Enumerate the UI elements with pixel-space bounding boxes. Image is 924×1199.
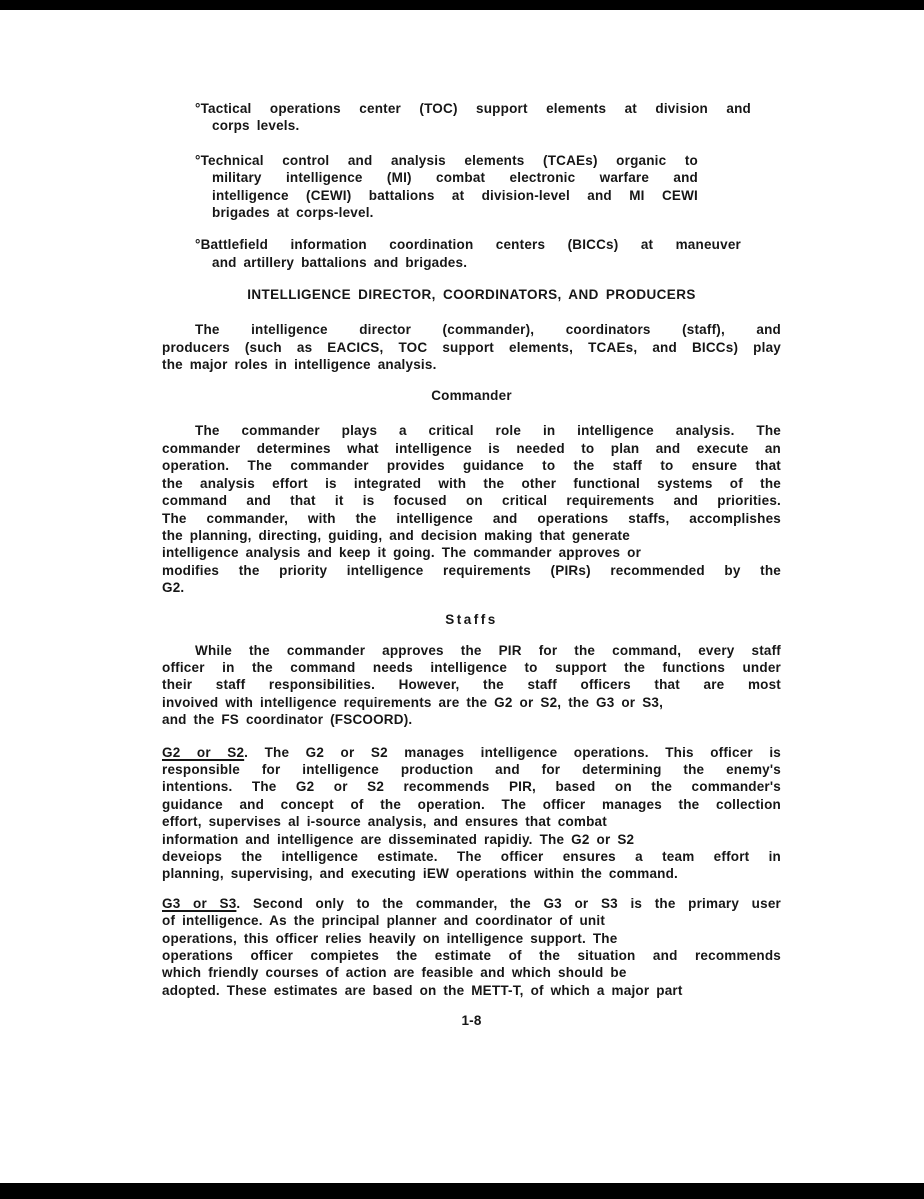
text-line: deveiops the intelligence estimate. The officer ensures a team effort in (162, 849, 781, 864)
bullet-item (195, 152, 698, 222)
intro-paragraph (162, 321, 781, 373)
text-line: The commander plays a critical role in intelligence analysis. The (195, 423, 781, 439)
text-line: G2. (162, 580, 185, 596)
text-line: which friendly courses of action are feasible and which should be (162, 965, 627, 981)
degree-bullet-icon: ° (195, 152, 201, 168)
entry-lead-underlined: G3 or S3 (162, 895, 237, 911)
bullet-text: Battlefield information coordination centers (BICCs) at maneuver (200, 237, 741, 253)
entry-lead-rest: . The G2 or S2 manages intelligence operations. This officer is (244, 744, 781, 760)
section-title-commander: Commander (431, 388, 512, 404)
text-line: planning, supervising, and executing iEW operations within the command. (162, 866, 678, 882)
text-line: modifies the priority intelligence requirements (PIRs) recommended by the (162, 562, 781, 578)
text-line: operations officer compietes the estimate of the situation and recommends (162, 948, 781, 964)
text-line (195, 100, 751, 117)
text-line: adopted. These estimates are based on the METT-T, of which a major part (162, 982, 683, 998)
text-line: the planning, directing, guiding, and decision making that generate (162, 527, 630, 543)
text-line: corps levels. (212, 118, 300, 134)
text-line: responsible for intelligence production and for determining the enemy's (162, 761, 781, 777)
text-line: operation. The commander provides guidance to the staff to ensure that (162, 458, 781, 474)
text-line: military intelligence (MI) combat electronic warfare and (212, 170, 698, 186)
text-line: and the FS coordinator (FSCOORD). (162, 712, 413, 728)
entry-lead-underlined: G2 or S2 (162, 744, 245, 760)
text-line: operations, this officer relies heavily on intelligence support. The (162, 930, 618, 946)
text-line: commander determines what intelligence is needed to plan and execute an (162, 440, 781, 456)
text-line: officer in the command needs intelligence to support the functions under (162, 659, 781, 675)
text-line (195, 152, 698, 169)
entry-g3-or-s3 (162, 895, 781, 999)
commander-paragraph (162, 422, 781, 596)
text-line: The commander, with the intelligence and operations staffs, accomplishes (162, 510, 781, 526)
text-line: intelligence (CEWI) battalions at division-level and MI CEWI (212, 187, 698, 203)
text-line: command and that it is focused on critical requirements and priorities. (162, 493, 781, 509)
section-title-staffs: Staffs (445, 611, 498, 627)
page-number: 1-8 (461, 1013, 482, 1029)
scan-edge-bottom (0, 1183, 924, 1199)
text-line (195, 236, 741, 253)
bullet-text: Tactical operations center (TOC) support elements at division and (200, 101, 751, 116)
bullet-item (195, 100, 751, 135)
degree-bullet-icon: ° (195, 237, 201, 253)
degree-bullet-icon: ° (195, 101, 201, 116)
bullet-item (195, 236, 741, 271)
staffs-paragraph (162, 642, 781, 729)
text-line: information and intelligence are disseminated rapidiy. The G2 or S2 (162, 831, 635, 847)
text-line: their staff responsibilities. However, the staff officers that are most (162, 677, 781, 693)
text-line: intentions. The G2 or S2 recommends PIR, based on the commander's (162, 779, 781, 795)
text-line: and artillery battalions and brigades. (212, 254, 468, 270)
bullet-text: Technical control and analysis elements (TCAEs) organic to (200, 152, 698, 168)
text-line: guidance and concept of the operation. The officer manages the collection (162, 796, 781, 812)
entry-g2-or-s2 (162, 744, 781, 883)
page-content (162, 100, 781, 1030)
text-line: of intelligence. As the principal planner and coordinator of unit (162, 913, 606, 929)
text-line: the analysis effort is integrated with the other functional systems of the (162, 475, 781, 491)
text-line: the major roles in intelligence analysis. (162, 357, 437, 373)
text-line: invoived with intelligence requirements are the G2 or S2, the G3 or S3, (162, 694, 664, 710)
text-line: brigades at corps-level. (212, 205, 374, 221)
main-heading: INTELLIGENCE DIRECTOR, COORDINATORS, AND PRODUCERS (247, 287, 696, 303)
text-line: intelligence analysis and keep it going. The commander approves or (162, 545, 642, 561)
text-line: effort, supervises al i-source analysis, and ensures that combat (162, 814, 607, 830)
text-line (162, 744, 781, 761)
scan-edge-top (0, 0, 924, 10)
text-line: While the commander approves the PIR for the command, every staff (195, 642, 781, 658)
text-line: producers (such as EACICS, TOC support elements, TCAEs, and BICCs) play (162, 339, 781, 355)
text-line (162, 895, 781, 912)
entry-lead-rest: . Second only to the commander, the G3 or S3 is the primary user (236, 895, 781, 911)
text-line: The intelligence director (commander), coordinators (staff), and (195, 322, 781, 338)
